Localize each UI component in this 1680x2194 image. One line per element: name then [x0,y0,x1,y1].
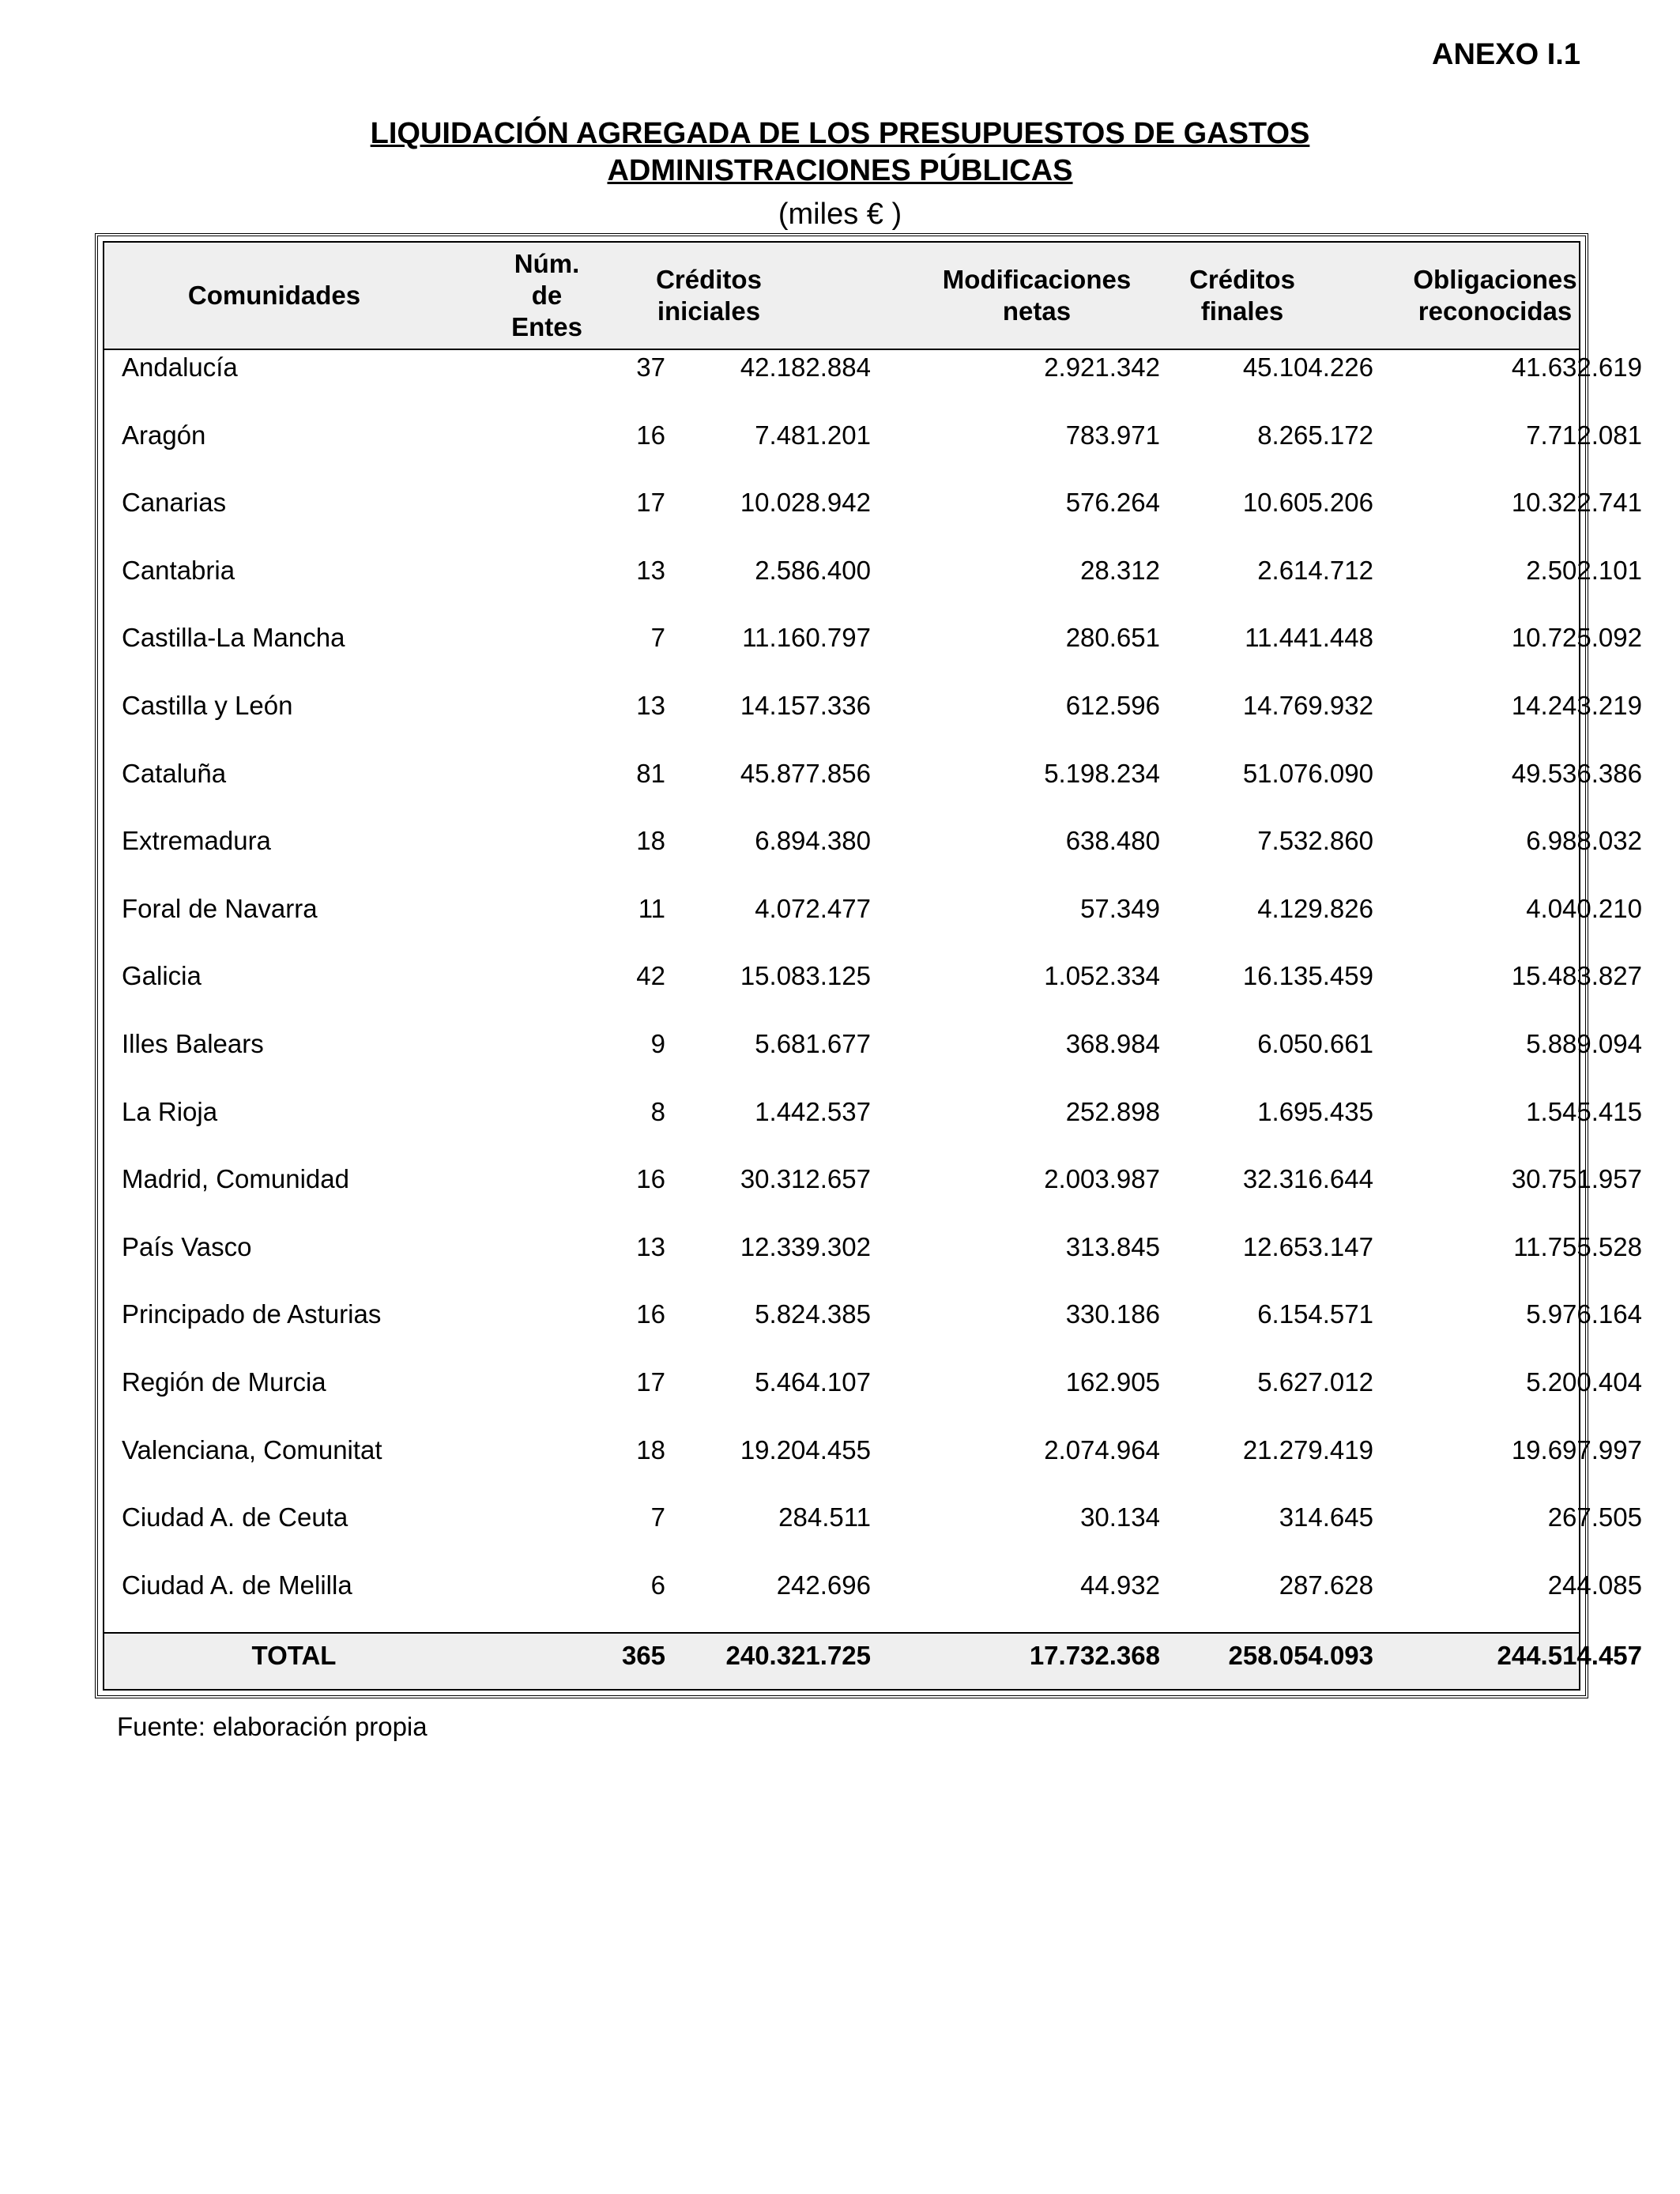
cell-comunidades: Región de Murcia [122,1367,326,1397]
cell-modif: 313.845 [1065,1231,1160,1261]
cell-modif: 280.651 [1065,623,1160,653]
cell-iniciales: 284.511 [778,1502,871,1532]
cell-entes: 13 [636,555,665,585]
cell-finales: 12.653.147 [1242,1231,1373,1261]
cell-iniciales: 5.464.107 [755,1367,871,1397]
cell-comunidades: La Rioja [122,1096,218,1126]
table-row [104,349,1642,386]
cell-iniciales: 2.586.400 [755,555,871,585]
table-row [104,890,1642,928]
cell-finales: 6.154.571 [1257,1299,1373,1329]
cell-finales: 45.104.226 [1242,352,1373,382]
cell-finales: 51.076.090 [1242,758,1373,788]
cell-comunidades: Illes Balears [122,1029,264,1058]
cell-entes: 17 [636,488,665,518]
cell-modif: 783.971 [1065,420,1160,450]
cell-obligac: 5.889.094 [1526,1029,1642,1058]
table-row [104,822,1642,860]
title-line-1: LIQUIDACIÓN AGREGADA DE LOS PRESUPUESTOS DE GASTOS [370,117,1310,150]
cell-finales: 11.441.448 [1245,623,1373,653]
total-iniciales: 240.321.725 [725,1641,871,1670]
cell-finales: 10.605.206 [1242,488,1373,518]
cell-comunidades: Andalucía [122,352,238,382]
cell-modif: 2.003.987 [1044,1164,1160,1194]
cell-finales: 314.645 [1279,1502,1373,1532]
cell-comunidades: Foral de Navarra [122,893,318,923]
cell-entes: 11 [638,893,665,923]
cell-modif: 162.905 [1065,1367,1160,1397]
cell-finales: 8.265.172 [1257,420,1373,450]
cell-entes: 37 [636,352,665,382]
cell-finales: 7.532.860 [1257,826,1373,856]
cell-finales: 32.316.644 [1242,1164,1373,1194]
cell-modif: 5.198.234 [1044,758,1160,788]
cell-iniciales: 11.160.797 [742,623,871,653]
table-row [104,1093,1642,1131]
total-entes: 365 [621,1641,665,1670]
total-row [104,1632,1642,1689]
cell-iniciales: 4.072.477 [755,893,871,923]
cell-entes: 6 [650,1570,665,1600]
cell-comunidades: Valenciana, Comunitat [122,1434,382,1465]
cell-modif: 576.264 [1065,488,1160,518]
cell-iniciales: 42.182.884 [740,352,871,382]
cell-iniciales: 10.028.942 [740,488,871,518]
table-row [104,1160,1642,1198]
table-row [104,687,1642,725]
cell-iniciales: 242.696 [776,1570,871,1600]
cell-iniciales: 15.083.125 [740,961,871,991]
column-header-comunidades: Comunidades [187,281,361,310]
cell-modif: 368.984 [1065,1029,1160,1058]
cell-obligac: 10.322.741 [1511,488,1642,518]
annex-label: ANEXO I.1 [1432,38,1580,71]
cell-entes: 18 [636,826,665,856]
cell-modif: 330.186 [1065,1299,1160,1329]
table-row [104,552,1642,590]
cell-iniciales: 5.824.385 [755,1299,871,1329]
cell-comunidades: Castilla y León [122,691,293,720]
table-row [104,755,1642,793]
table-body [103,241,1642,1691]
table-row [104,1025,1642,1063]
cell-entes: 13 [636,691,665,720]
cell-entes: 16 [636,420,665,450]
cell-finales: 14.769.932 [1242,691,1373,720]
cell-iniciales: 6.894.380 [755,826,871,856]
cell-obligac: 244.085 [1547,1570,1642,1600]
cell-obligac: 7.712.081 [1526,420,1642,450]
table-row [104,484,1642,522]
table-row [104,1431,1642,1469]
total-obligac: 244.514.457 [1497,1641,1642,1670]
cell-modif: 28.312 [1080,555,1160,585]
cell-entes: 81 [636,758,665,788]
column-header-modif: Modificaciones netas [942,265,1132,326]
cell-comunidades: Extremadura [122,826,271,856]
cell-entes: 18 [636,1434,665,1465]
source-note: Fuente: elaboración propia [117,1712,428,1741]
cell-obligac: 49.536.386 [1511,758,1642,788]
cell-comunidades: Principado de Asturias [122,1299,382,1329]
cell-obligac: 14.243.219 [1511,691,1642,720]
cell-entes: 13 [636,1231,665,1261]
cell-entes: 7 [650,623,665,653]
cell-comunidades: Castilla-La Mancha [122,623,345,653]
cell-obligac: 1.545.415 [1526,1096,1642,1126]
column-header-finales: Créditos finales [1189,265,1295,326]
cell-obligac: 5.976.164 [1526,1299,1642,1329]
cell-iniciales: 12.339.302 [740,1231,871,1261]
cell-obligac: 19.697.997 [1511,1434,1642,1465]
total-comunidades: TOTAL [251,1641,337,1670]
cell-finales: 5.627.012 [1257,1367,1373,1397]
cell-comunidades: Ciudad A. de Melilla [122,1570,352,1600]
cell-modif: 30.134 [1080,1502,1160,1532]
cell-obligac: 30.751.957 [1511,1164,1642,1194]
cell-comunidades: País Vasco [122,1231,252,1261]
cell-entes: 7 [650,1502,665,1532]
column-header-iniciales: Créditos iniciales [656,265,762,326]
cell-comunidades: Cantabria [122,555,235,585]
table-row [104,417,1642,454]
cell-entes: 16 [636,1164,665,1194]
cell-modif: 1.052.334 [1044,961,1160,991]
cell-entes: 9 [650,1029,665,1058]
cell-iniciales: 30.312.657 [740,1164,871,1194]
cell-finales: 1.695.435 [1257,1096,1373,1126]
cell-iniciales: 7.481.201 [755,420,871,450]
cell-comunidades: Ciudad A. de Ceuta [122,1502,348,1532]
total-modif: 17.732.368 [1029,1641,1160,1670]
table-row [104,1363,1642,1401]
cell-modif: 44.932 [1080,1570,1160,1600]
cell-modif: 612.596 [1065,691,1160,720]
column-header-obligac: Obligaciones reconocidas [1413,265,1577,326]
cell-obligac: 4.040.210 [1526,893,1642,923]
cell-obligac: 11.755.528 [1513,1231,1642,1261]
cell-entes: 17 [636,1367,665,1397]
table-header [104,243,1579,350]
cell-comunidades: Galicia [122,961,202,991]
cell-obligac: 5.200.404 [1526,1367,1642,1397]
cell-obligac: 267.505 [1547,1502,1642,1532]
cell-iniciales: 1.442.537 [755,1096,871,1126]
cell-comunidades: Cataluña [122,758,227,788]
cell-finales: 4.129.826 [1257,893,1373,923]
cell-obligac: 15.483.827 [1511,961,1642,991]
cell-entes: 42 [636,961,665,991]
cell-modif: 57.349 [1080,893,1160,923]
cell-finales: 6.050.661 [1257,1029,1373,1058]
cell-modif: 2.921.342 [1044,352,1160,382]
total-finales: 258.054.093 [1228,1641,1373,1670]
cell-iniciales: 14.157.336 [740,691,871,720]
cell-comunidades: Canarias [122,488,227,518]
cell-iniciales: 5.681.677 [755,1029,871,1058]
table-row [104,957,1642,995]
cell-entes: 16 [636,1299,665,1329]
cell-iniciales: 19.204.455 [740,1434,871,1465]
cell-obligac: 41.632.619 [1511,352,1642,382]
cell-finales: 16.135.459 [1242,961,1373,991]
cell-modif: 2.074.964 [1044,1434,1160,1465]
cell-obligac: 2.502.101 [1526,555,1642,585]
cell-finales: 287.628 [1279,1570,1373,1600]
cell-obligac: 10.725.092 [1511,623,1642,653]
title-line-2: ADMINISTRACIONES PÚBLICAS [607,154,1073,187]
budget-table [95,233,1642,1698]
cell-obligac: 6.988.032 [1526,826,1642,856]
cell-modif: 638.480 [1065,826,1160,856]
units-label: (miles € ) [778,198,902,231]
cell-finales: 21.279.419 [1242,1434,1373,1465]
cell-entes: 8 [650,1096,665,1126]
cell-comunidades: Aragón [122,420,206,450]
cell-comunidades: Madrid, Comunidad [122,1164,349,1194]
cell-modif: 252.898 [1065,1096,1160,1126]
table-row [104,1498,1642,1536]
column-header-entes: Núm. de Entes [511,249,582,341]
table-row [104,1295,1642,1333]
table-row [104,1566,1642,1604]
cell-iniciales: 45.877.856 [740,758,871,788]
cell-finales: 2.614.712 [1257,555,1373,585]
table-row [104,619,1642,657]
table-row [104,1228,1642,1266]
